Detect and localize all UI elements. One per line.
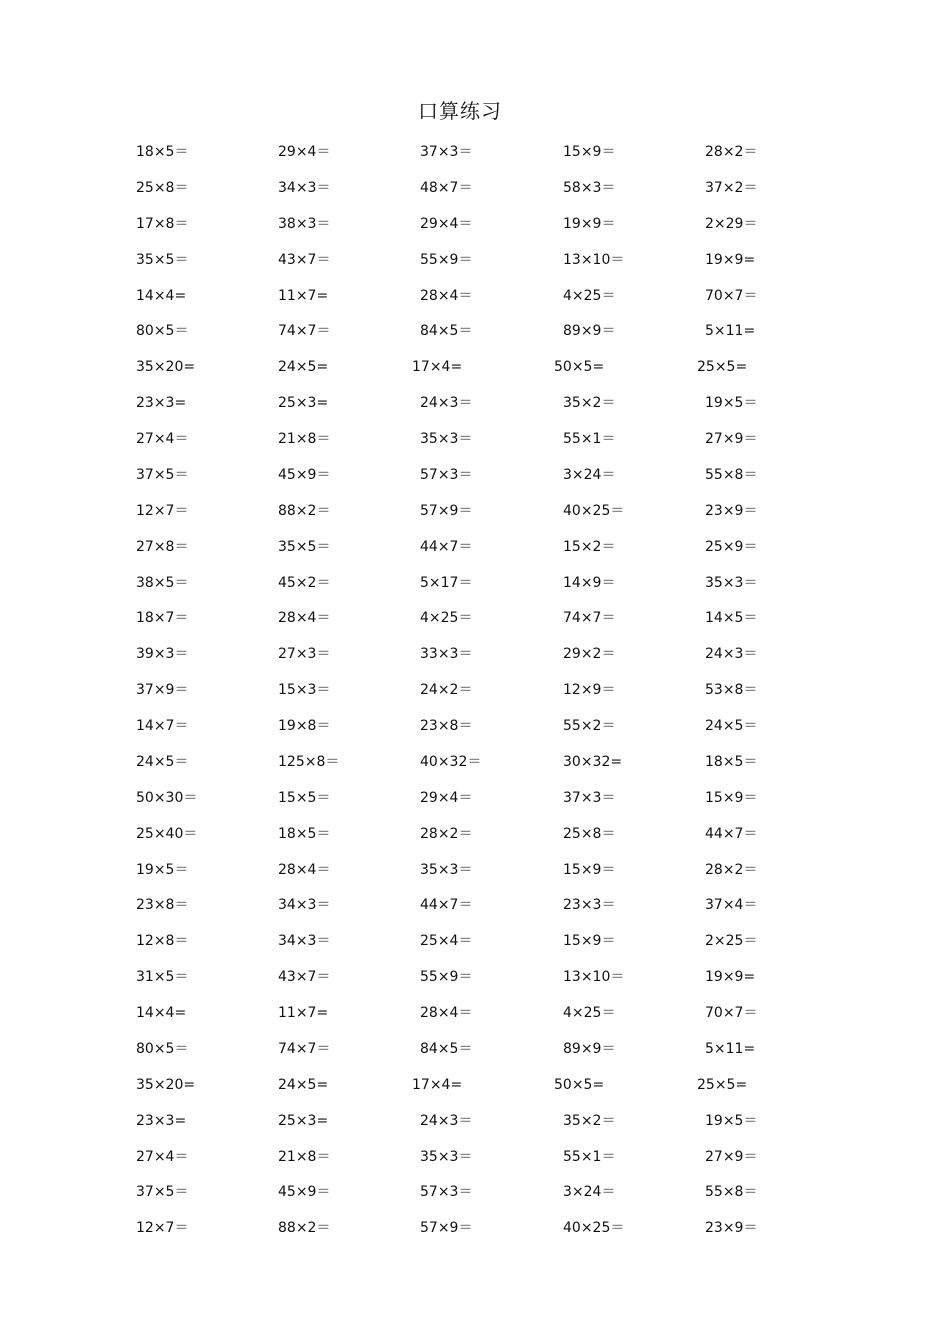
exercise-item: 37×4＝ — [705, 897, 758, 914]
exercise-item: 19×5＝ — [705, 395, 758, 412]
exercise-item: 38×3＝ — [278, 215, 331, 232]
exercise-item: 35×20= — [136, 359, 196, 376]
exercise-item: 55×8＝ — [705, 1184, 758, 1201]
exercise-item: 29×4＝ — [420, 789, 473, 806]
exercise-item: 84×5＝ — [420, 1040, 473, 1057]
exercise-item: 23×8＝ — [136, 897, 189, 914]
exercise-item: 55×2＝ — [563, 718, 616, 734]
exercise-item: 57×9＝ — [420, 502, 473, 519]
exercise-item: 70×7＝ — [705, 287, 758, 304]
exercise-item: 11×7= — [278, 287, 329, 304]
exercise-item: 58×3＝ — [563, 179, 616, 196]
exercise-item: 15×9＝ — [563, 144, 616, 160]
exercise-item: 2×29＝ — [705, 215, 758, 232]
exercise-item: 37×5＝ — [136, 466, 189, 483]
exercise-item: 28×2＝ — [705, 144, 758, 160]
exercise-item: 27×4＝ — [136, 1148, 189, 1165]
exercise-item: 24×5= — [278, 359, 329, 376]
exercise-item: 21×8＝ — [278, 431, 331, 447]
exercise-item: 40×25＝ — [563, 502, 625, 519]
exercise-item: 35×20= — [136, 1076, 196, 1093]
exercise-item: 84×5＝ — [420, 323, 473, 340]
exercise-item: 15×5＝ — [278, 789, 331, 806]
exercise-item: 44×7＝ — [420, 897, 473, 914]
exercise-item: 18×5＝ — [705, 753, 758, 770]
exercise-item: 45×9＝ — [278, 1184, 331, 1201]
exercise-row — [136, 319, 856, 355]
exercise-item: 45×9＝ — [278, 466, 331, 483]
exercise-row — [136, 606, 856, 642]
exercise-row — [136, 535, 856, 571]
exercise-row — [136, 212, 856, 248]
exercise-row — [136, 284, 856, 320]
exercise-item: 15×2＝ — [563, 538, 616, 555]
exercise-item: 43×7＝ — [278, 251, 331, 268]
exercise-item: 74×7＝ — [278, 323, 331, 340]
exercise-item: 43×7＝ — [278, 969, 331, 986]
exercise-item: 34×3＝ — [278, 897, 331, 914]
exercise-item: 5×11= — [705, 1040, 756, 1057]
exercise-item: 31×5＝ — [136, 969, 189, 986]
exercise-item: 44×7＝ — [420, 538, 473, 555]
exercise-item: 50×5= — [554, 1076, 605, 1093]
exercise-item: 89×9＝ — [563, 1040, 616, 1057]
exercise-row — [136, 1001, 856, 1037]
exercise-row — [136, 822, 856, 858]
exercise-item: 13×10＝ — [563, 251, 625, 268]
exercise-item: 55×8＝ — [705, 466, 758, 483]
exercise-item: 74×7＝ — [563, 610, 616, 627]
exercise-row — [136, 1145, 856, 1181]
exercise-item: 19×8＝ — [278, 718, 331, 734]
exercise-item: 13×10＝ — [563, 969, 625, 986]
exercise-item: 27×8＝ — [136, 538, 189, 555]
exercise-item: 11×7= — [278, 1005, 329, 1021]
exercise-item: 55×9＝ — [420, 251, 473, 268]
exercise-item: 45×2＝ — [278, 574, 331, 591]
exercise-item: 18×5＝ — [136, 144, 189, 160]
exercise-item: 37×9＝ — [136, 682, 189, 699]
exercise-row — [136, 248, 856, 284]
exercise-item: 29×2＝ — [563, 646, 616, 663]
exercise-item: 27×3＝ — [278, 646, 331, 663]
exercise-item: 53×8＝ — [705, 682, 758, 699]
exercise-item: 57×3＝ — [420, 466, 473, 483]
exercise-item: 27×9＝ — [705, 1148, 758, 1165]
exercise-item: 37×3＝ — [420, 144, 473, 160]
exercise-row — [136, 427, 856, 463]
exercise-item: 57×9＝ — [420, 1220, 473, 1237]
exercise-item: 15×9＝ — [563, 861, 616, 878]
exercise-item: 14×4= — [136, 1005, 187, 1021]
exercise-item: 23×3＝ — [563, 897, 616, 914]
exercise-item: 35×3＝ — [420, 861, 473, 878]
exercise-item: 48×7＝ — [420, 179, 473, 196]
exercise-row — [136, 1037, 856, 1073]
exercise-row — [136, 1216, 856, 1252]
exercise-item: 24×3＝ — [420, 1112, 473, 1129]
exercise-item: 17×8＝ — [136, 215, 189, 232]
exercise-item: 70×7＝ — [705, 1005, 758, 1021]
exercise-item: 74×7＝ — [278, 1040, 331, 1057]
exercise-item: 25×3= — [278, 1112, 329, 1129]
exercise-row — [136, 750, 856, 786]
exercise-item: 23×9＝ — [705, 502, 758, 519]
exercise-row — [136, 678, 856, 714]
exercise-item: 35×3＝ — [705, 574, 758, 591]
exercise-item: 25×8＝ — [563, 825, 616, 842]
exercise-row — [136, 1073, 856, 1109]
exercise-item: 39×3＝ — [136, 646, 189, 663]
exercise-item: 37×5＝ — [136, 1184, 189, 1201]
exercise-item: 125×8＝ — [278, 753, 340, 770]
exercise-item: 28×4＝ — [420, 287, 473, 304]
exercise-item: 35×5＝ — [136, 251, 189, 268]
exercise-row — [136, 858, 856, 894]
exercise-item: 38×5＝ — [136, 574, 189, 591]
exercise-item: 44×7＝ — [705, 825, 758, 842]
exercise-item: 50×5= — [554, 359, 605, 376]
exercise-item: 35×5＝ — [278, 538, 331, 555]
exercise-item: 17×4= — [412, 359, 463, 376]
exercise-item: 14×5＝ — [705, 610, 758, 627]
exercise-row — [136, 499, 856, 535]
exercise-item: 23×8＝ — [420, 718, 473, 734]
exercise-item: 55×1＝ — [563, 431, 616, 447]
exercise-row — [136, 1180, 856, 1216]
exercise-item: 80×5＝ — [136, 1040, 189, 1057]
exercise-item: 28×2＝ — [420, 825, 473, 842]
exercise-item: 25×3= — [278, 395, 329, 412]
exercise-row — [136, 391, 856, 427]
exercise-item: 37×3＝ — [563, 789, 616, 806]
exercise-item: 23×3= — [136, 395, 187, 412]
exercise-grid — [136, 140, 856, 1252]
exercise-item: 30×32= — [563, 753, 623, 770]
exercise-item: 15×3＝ — [278, 682, 331, 699]
exercise-item: 35×3＝ — [420, 1148, 473, 1165]
exercise-item: 89×9＝ — [563, 323, 616, 340]
exercise-item: 19×9＝ — [563, 215, 616, 232]
exercise-item: 25×40＝ — [136, 825, 198, 842]
exercise-item: 25×9＝ — [705, 538, 758, 555]
exercise-item: 57×3＝ — [420, 1184, 473, 1201]
exercise-item: 14×7＝ — [136, 718, 189, 734]
exercise-item: 35×3＝ — [420, 431, 473, 447]
exercise-row — [136, 463, 856, 499]
exercise-item: 37×2＝ — [705, 179, 758, 196]
exercise-item: 34×3＝ — [278, 933, 331, 950]
exercise-item: 12×7＝ — [136, 502, 189, 519]
exercise-item: 4×25＝ — [420, 610, 473, 627]
exercise-item: 28×4＝ — [420, 1005, 473, 1021]
exercise-item: 19×5＝ — [136, 861, 189, 878]
exercise-item: 40×32＝ — [420, 753, 482, 770]
exercise-item: 21×8＝ — [278, 1148, 331, 1165]
exercise-item: 12×8＝ — [136, 933, 189, 950]
exercise-item: 3×24＝ — [563, 466, 616, 483]
exercise-item: 24×2＝ — [420, 682, 473, 699]
exercise-row — [136, 642, 856, 678]
exercise-item: 24×3＝ — [420, 395, 473, 412]
exercise-item: 25×4＝ — [420, 933, 473, 950]
page-title: 口算练习 — [418, 99, 502, 123]
exercise-row — [136, 714, 856, 750]
exercise-item: 24×5＝ — [705, 718, 758, 734]
exercise-item: 80×5＝ — [136, 323, 189, 340]
exercise-item: 18×5＝ — [278, 825, 331, 842]
exercise-item: 25×5= — [697, 359, 748, 376]
exercise-item: 4×25＝ — [563, 287, 616, 304]
exercise-item: 12×9＝ — [563, 682, 616, 699]
exercise-item: 12×7＝ — [136, 1220, 189, 1237]
exercise-item: 40×25＝ — [563, 1220, 625, 1237]
exercise-item: 19×9= — [705, 969, 756, 986]
exercise-item: 17×4= — [412, 1076, 463, 1093]
exercise-item: 27×9＝ — [705, 431, 758, 447]
exercise-item: 27×4＝ — [136, 431, 189, 447]
exercise-item: 15×9＝ — [563, 933, 616, 950]
exercise-item: 19×9= — [705, 251, 756, 268]
exercise-item: 55×1＝ — [563, 1148, 616, 1165]
exercise-item: 88×2＝ — [278, 1220, 331, 1237]
exercise-item: 34×3＝ — [278, 179, 331, 196]
exercise-item: 24×5＝ — [136, 753, 189, 770]
exercise-item: 28×2＝ — [705, 861, 758, 878]
exercise-item: 14×9＝ — [563, 574, 616, 591]
exercise-item: 3×24＝ — [563, 1184, 616, 1201]
exercise-item: 2×25＝ — [705, 933, 758, 950]
exercise-row — [136, 176, 856, 212]
exercise-item: 24×5= — [278, 1076, 329, 1093]
exercise-item: 29×4＝ — [278, 144, 331, 160]
exercise-item: 4×25＝ — [563, 1005, 616, 1021]
exercise-item: 35×2＝ — [563, 1112, 616, 1129]
exercise-row — [136, 893, 856, 929]
exercise-item: 88×2＝ — [278, 502, 331, 519]
exercise-item: 18×7＝ — [136, 610, 189, 627]
exercise-item: 28×4＝ — [278, 861, 331, 878]
exercise-item: 33×3＝ — [420, 646, 473, 663]
exercise-item: 25×8＝ — [136, 179, 189, 196]
exercise-item: 23×3= — [136, 1112, 187, 1129]
exercise-item: 14×4= — [136, 287, 187, 304]
exercise-item: 25×5= — [697, 1076, 748, 1093]
exercise-row — [136, 1109, 856, 1145]
exercise-item: 35×2＝ — [563, 395, 616, 412]
exercise-row — [136, 786, 856, 822]
exercise-row — [136, 140, 856, 176]
exercise-item: 50×30＝ — [136, 789, 198, 806]
exercise-item: 24×3＝ — [705, 646, 758, 663]
exercise-row — [136, 571, 856, 607]
exercise-row — [136, 355, 856, 391]
exercise-item: 23×9＝ — [705, 1220, 758, 1237]
exercise-item: 5×17＝ — [420, 574, 473, 591]
exercise-item: 28×4＝ — [278, 610, 331, 627]
exercise-item: 15×9＝ — [705, 789, 758, 806]
exercise-item: 55×9＝ — [420, 969, 473, 986]
exercise-row — [136, 965, 856, 1001]
exercise-item: 5×11= — [705, 323, 756, 340]
exercise-item: 19×5＝ — [705, 1112, 758, 1129]
exercise-row — [136, 929, 856, 965]
exercise-item: 29×4＝ — [420, 215, 473, 232]
